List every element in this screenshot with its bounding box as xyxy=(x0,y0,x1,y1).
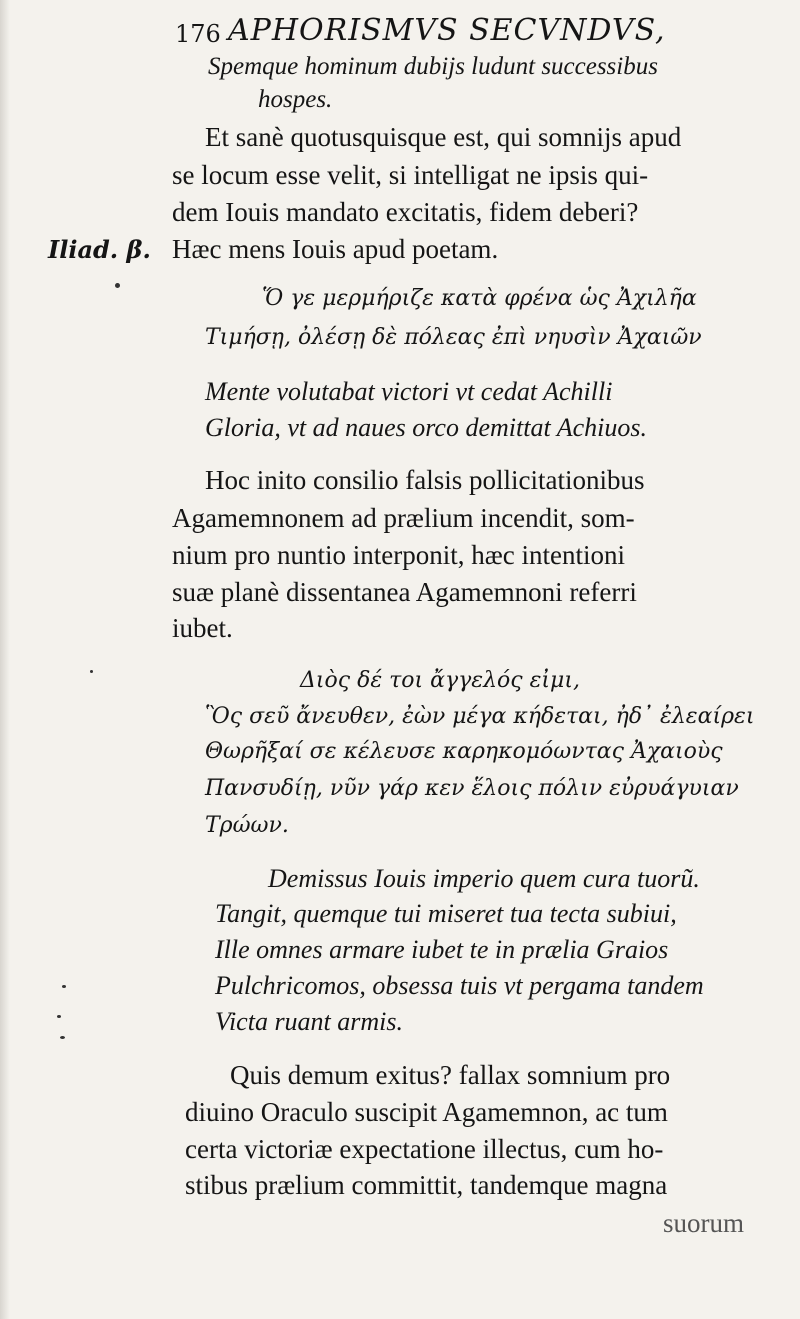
catchword: suorum xyxy=(663,1208,744,1238)
verse-line: Mente volutabat victori vt cedat Achilli xyxy=(205,377,613,406)
greek-verse-line: Θωρῆξαί σε κέλευσε καρηκομόωντας Ἀχαιοὺς xyxy=(205,739,723,764)
paragraph-line: nium pro nuntio interponit, hæc intentioni xyxy=(172,540,625,570)
verse-line: Ille omnes armare iubet te in prælia Graios xyxy=(215,935,669,964)
paragraph-line: diuino Oraculo suscipit Agamemnon, ac tum xyxy=(185,1097,668,1127)
margin-note: Iliad. β. xyxy=(48,235,151,264)
paragraph-line: Hæc mens Iouis apud poetam. xyxy=(172,234,499,264)
greek-verse-line: Τρώων. xyxy=(205,813,289,838)
verse-line: Gloria, vt ad naues orco demittat Achiuos. xyxy=(205,413,647,442)
greek-verse-line: Τιμήσῃ, ὀλέσῃ δὲ πόλεας ἐπὶ νηυσὶν Ἀχαιῶν xyxy=(205,325,702,350)
quote-line: Spemque hominum dubijs ludunt successibus xyxy=(208,53,658,80)
quote-line: hospes. xyxy=(258,86,333,113)
paragraph-line: suæ planè dissentanea Agamemnoni referri xyxy=(172,577,637,607)
greek-verse-line: Διὸς δέ τοι ἄγγελός εἰμι, xyxy=(300,668,580,693)
verse-line: Victa ruant armis. xyxy=(215,1007,404,1036)
ink-speck xyxy=(57,1015,61,1018)
verse-line: Pulchricomos, obsessa tuis vt pergama tandem xyxy=(215,971,704,1000)
paragraph-line: Hoc inito consilio falsis pollicitationibus xyxy=(205,465,645,495)
page-edge-shadow xyxy=(0,0,10,1319)
verse-line: Demissus Iouis imperio quem cura tuorũ. xyxy=(268,864,700,893)
ink-speck xyxy=(115,283,120,288)
greek-verse-line: Πανσυδίῃ, νῦν γάρ κεν ἕλοις πόλιν εὐρυάγυιαν xyxy=(205,776,739,801)
paragraph-line: Et sanè quotusquisque est, qui somnijs apud xyxy=(205,122,682,152)
paragraph-line: se locum esse velit, si intelligat ne ipsis qui- xyxy=(172,160,649,190)
greek-verse-line: Ὃς σεῦ ἄνευθεν, ἐὼν μέγα κήδεται, ἠδ᾽ ἐλεαίρει xyxy=(205,704,755,729)
paragraph-line: Quis demum exitus? fallax somnium pro xyxy=(230,1060,671,1090)
ink-speck xyxy=(62,985,66,988)
greek-verse-line: Ὅ γε μερμήριζε κατὰ φρένα ὡς Ἀχιλῆα xyxy=(262,286,697,311)
paragraph-line: Agamemnonem ad prælium incendit, som- xyxy=(172,503,635,533)
verse-line: Tangit, quemque tui miseret tua tecta subiui, xyxy=(215,899,677,928)
page-number: 176 xyxy=(175,20,221,48)
paragraph-line: dem Iouis mandato excitatis, fidem deberi? xyxy=(172,197,639,227)
paragraph-line: certa victoriæ expectatione illectus, cum ho- xyxy=(185,1134,664,1164)
running-title: APHORISMVS SECVNDVS, xyxy=(228,13,666,48)
paragraph-line: stibus prælium committit, tandemque magna xyxy=(185,1170,668,1200)
ink-speck xyxy=(60,1036,65,1039)
paragraph-line: iubet. xyxy=(172,613,233,643)
ink-speck xyxy=(90,670,93,673)
